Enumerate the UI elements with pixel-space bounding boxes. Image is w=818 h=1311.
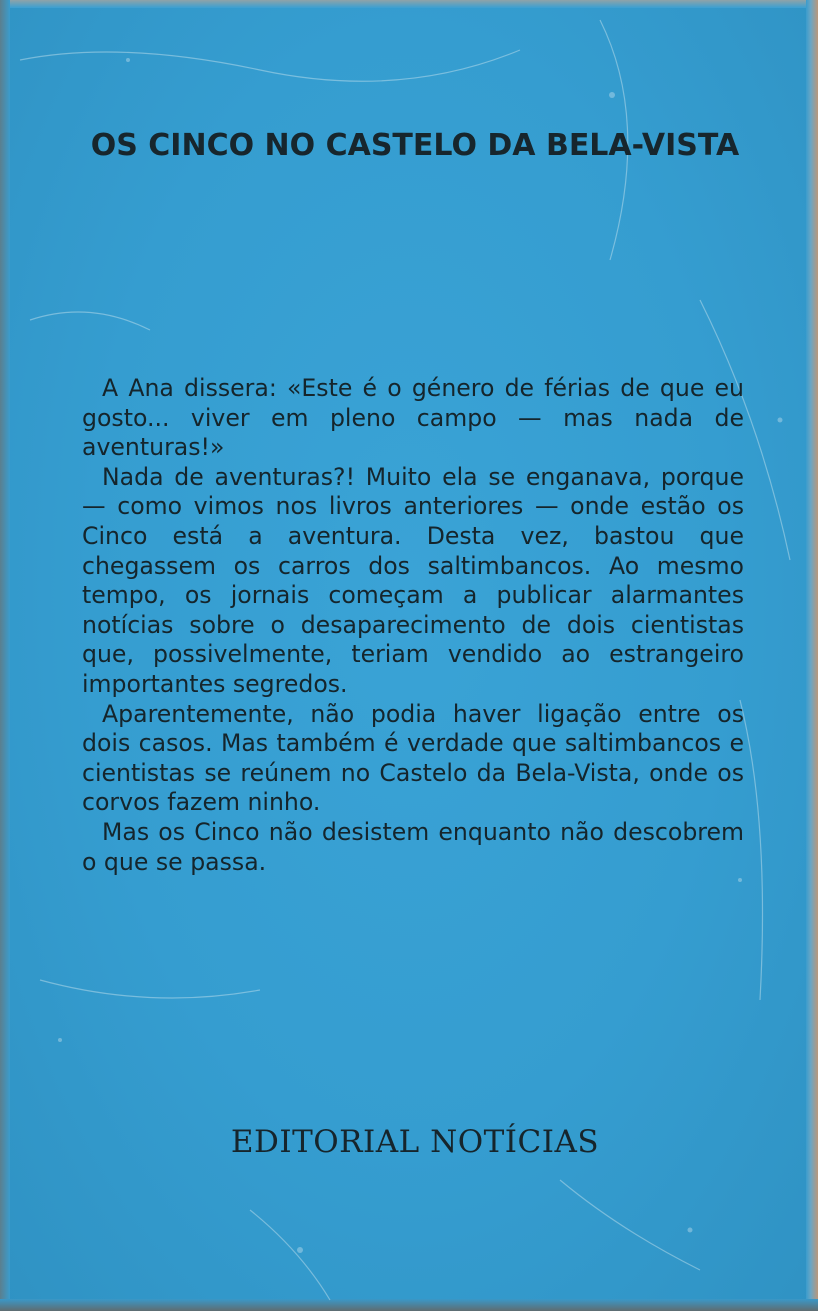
- blurb-paragraph: Nada de aventuras?! Muito ela se enganava, porque — como vimos nos livros anteriores — onde estão os Cinco está a aventura. Desta vez, bastou que chegassem os carros dos saltimbancos. Ao mesmo tempo, os jornais começam a publicar alarmantes notícias sobre o desaparecimento de dois cientistas que, possivelmente, teriam vendido ao estrangeiro importantes segredos.: [82, 462, 744, 698]
- blurb-paragraph: Mas os Cinco não desistem enquanto não descobrem o que se passa.: [82, 817, 744, 876]
- blurb-paragraph: Aparentemente, não podia haver ligação entre os dois casos. Mas também é verdade que saltimbancos e cientistas se reúnem no Castelo da Bela-Vista, onde os corvos fazem ninho.: [82, 699, 744, 817]
- book-title: OS CINCO NO CASTELO DA BELA-VISTA: [90, 128, 740, 163]
- blurb-text: [82, 374, 744, 877]
- blurb-paragraph: A Ana dissera: «Este é o género de férias de que eu gosto... viver em pleno campo — mas nada de aventuras!»: [82, 374, 744, 462]
- publisher-name: EDITORIAL NOTÍCIAS: [230, 1124, 600, 1160]
